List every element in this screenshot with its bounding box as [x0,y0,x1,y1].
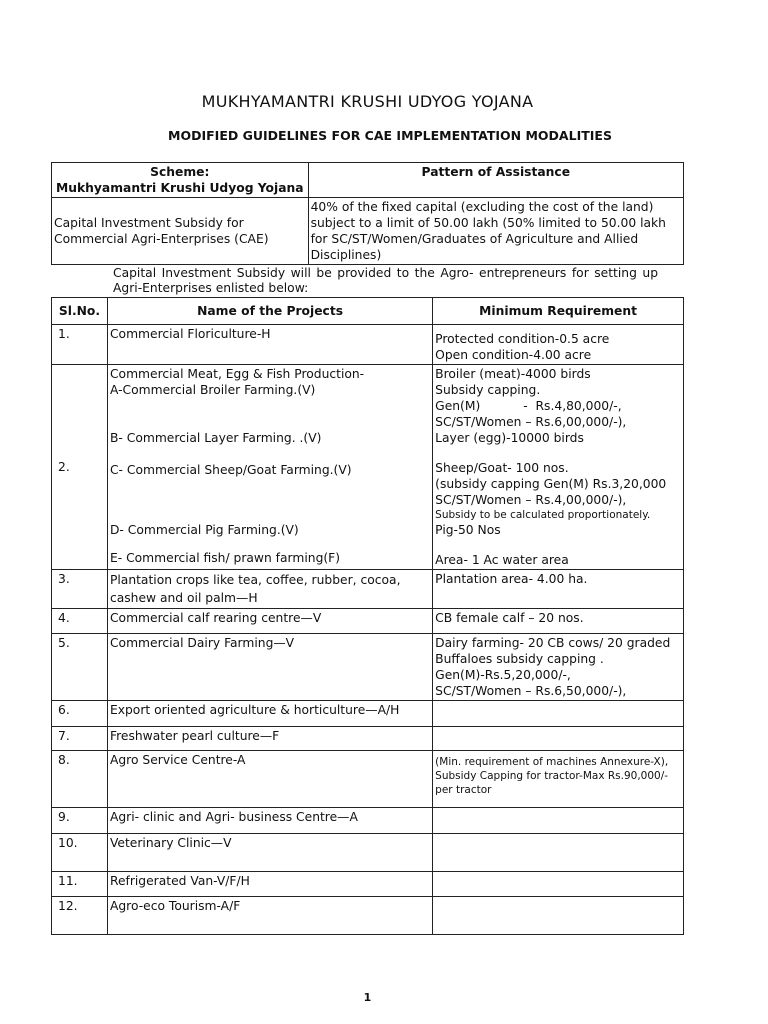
req-line: SC/ST/Women – Rs.6,50,000/-), [435,684,627,698]
scheme-header-name: Mukhyamantri Krushi Udyog Yojana [55,181,304,195]
row-requirement [433,872,684,897]
row-project: Agro Service Centre-A [107,751,432,808]
table-row [52,834,684,872]
req-line: Open condition-4.00 acre [435,348,592,362]
row-requirement [433,897,684,935]
row-project: Veterinary Clinic—V [107,834,432,872]
pattern-cell: 40% of the fixed capital (excluding the cost of the land) subject to a limit of 50.00 lakh (50% limited to 50.00 lakh for SC/ST/Women/Graduates of Agriculture and Allied Disciplines) [308,198,683,265]
project-line: B- Commercial Layer Farming. .(V) [109,431,322,445]
req-line: (subsidy capping Gen(M) Rs.3,20,000 [435,477,667,491]
req-line: Subsidy capping. [435,383,541,397]
row-project: Plantation crops like tea, coffee, rubber, cocoa, cashew and oil palm—H [107,570,432,609]
row-project: Export oriented agriculture & horticulture—A/H [107,701,432,727]
row-sl: 12. [52,897,108,935]
scheme-name-cell: Capital Investment Subsidy for Commercial Agri-Enterprises (CAE) [52,198,309,265]
req-line: Subsidy to be calculated proportionately. [435,509,651,521]
scheme-table [51,162,684,265]
row-sl: 6. [52,701,108,727]
table-row [52,325,684,365]
row-sl: 5. [52,634,108,701]
table-row [52,872,684,897]
req-line: SC/ST/Women – Rs.4,00,000/-), [435,493,627,507]
table-row [52,634,684,701]
col-header-project: Name of the Projects [107,298,432,325]
pattern-header: Pattern of Assistance [308,163,683,198]
req-line: Protected condition-0.5 acre [435,332,610,346]
req-line: Dairy farming- 20 CB cows/ 20 graded Buffaloes subsidy capping . [435,636,671,666]
project-line: D- Commercial Pig Farming.(V) [109,523,299,537]
row-requirement [433,634,684,701]
row-project: Commercial Floriculture-H [107,325,432,365]
req-line: Pig-50 Nos [435,523,501,537]
project-line: Commercial Meat, Egg & Fish Production- [109,367,365,381]
row-project [107,365,432,570]
table-row [52,727,684,751]
project-line: C- Commercial Sheep/Goat Farming.(V) [109,463,352,477]
document-title: MUKHYAMANTRI KRUSHI UDYOG YOJANA [201,92,534,111]
intro-paragraph: Capital Investment Subsidy will be provided to the Agro- entrepreneurs for setting up Agri-Enterprises enlisted below: [113,266,658,295]
row-project: Commercial Dairy Farming—V [107,634,432,701]
col-header-slno: Sl.No. [52,298,108,325]
table-row [52,609,684,634]
table-row [52,701,684,727]
project-line: E- Commercial fish/ prawn farming(F) [109,551,341,565]
table-row [52,365,684,570]
row-sl: 7. [52,727,108,751]
row-requirement [433,325,684,365]
table-header-row [52,298,684,325]
row-project: Refrigerated Van-V/F/H [107,872,432,897]
row-project: Agro-eco Tourism-A/F [107,897,432,935]
row-requirement [433,834,684,872]
req-line: Sheep/Goat- 100 nos. [435,461,569,475]
row-sl: 2. [52,365,108,570]
row-requirement [433,727,684,751]
row-project: Commercial calf rearing centre—V [107,609,432,634]
row-sl: 8. [52,751,108,808]
table-row [52,897,684,935]
row-requirement [433,808,684,834]
row-requirement [433,701,684,727]
row-requirement: (Min. requirement of machines Annexure-X), Subsidy Capping for tractor-Max Rs.90,000/- per tractor [433,751,684,808]
row-requirement: CB female calf – 20 nos. [433,609,684,634]
row-sl: 9. [52,808,108,834]
row-requirement [433,365,684,570]
row-project: Freshwater pearl culture—F [107,727,432,751]
req-line: SC/ST/Women – Rs.6,00,000/-), [435,415,627,429]
row-project: Agri- clinic and Agri- business Centre—A [107,808,432,834]
req-line: Broiler (meat)-4000 birds [435,367,591,381]
row-requirement: Plantation area- 4.00 ha. [433,570,684,609]
req-line: Gen(M)-Rs.5,20,000/-, [435,668,571,682]
scheme-header [52,163,309,198]
row-sl: 3. [52,570,108,609]
req-line: Gen(M) - Rs.4,80,000/-, [435,399,622,413]
project-line: A-Commercial Broiler Farming.(V) [109,383,316,397]
projects-table [51,297,684,935]
row-sl: 1. [52,325,108,365]
req-line: Area- 1 Ac water area [435,553,569,567]
page-number: 1 [363,991,372,1004]
table-row [52,751,684,808]
scheme-header-label: Scheme: [150,165,210,179]
document-subtitle: MODIFIED GUIDELINES FOR CAE IMPLEMENTATION MODALITIES [168,128,612,143]
row-sl: 10. [52,834,108,872]
row-sl: 11. [52,872,108,897]
col-header-requirement: Minimum Requirement [433,298,684,325]
row-sl: 4. [52,609,108,634]
table-row [52,570,684,609]
req-line: Layer (egg)-10000 birds [435,431,584,445]
table-row [52,808,684,834]
